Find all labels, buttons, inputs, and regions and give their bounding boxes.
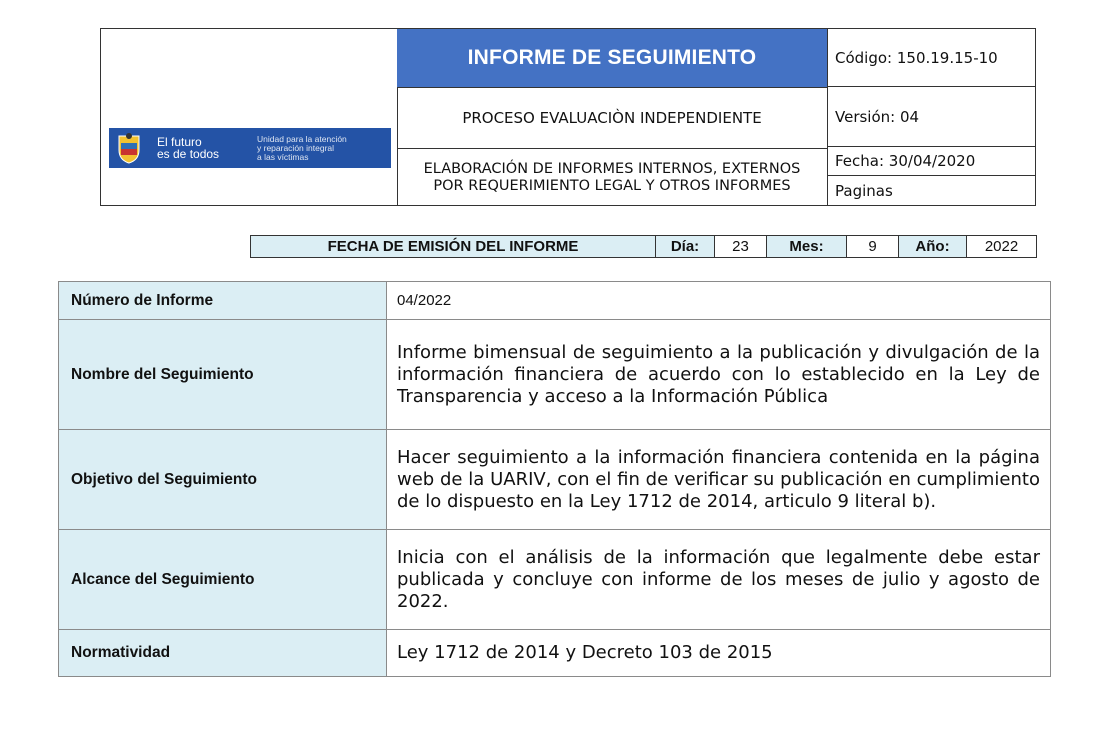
- document-header: [100, 28, 1036, 206]
- year-label: Año:: [899, 236, 967, 257]
- row-label: Nombre del Seguimiento: [59, 320, 387, 430]
- institution-logo: [109, 128, 391, 168]
- table-row: [59, 430, 1051, 530]
- fecha-field: Fecha: 30/04/2020: [827, 147, 1035, 176]
- row-value: Ley 1712 de 2014 y Decreto 103 de 2015: [387, 630, 1051, 677]
- version-field: Versión: 04: [827, 87, 1035, 147]
- row-value: Informe bimensual de seguimiento a la publicación y divulgación de la información financiera de acuerdo con lo establecido en la Ley de Transparencia y acceso a la Información Pública: [387, 320, 1051, 430]
- logo-cell: [101, 29, 398, 205]
- year-value: 2022: [984, 238, 1019, 255]
- table-row: [59, 530, 1051, 630]
- header-meta: [827, 29, 1035, 205]
- table-row: [59, 320, 1051, 430]
- day-value: 23: [715, 236, 767, 257]
- row-value: Inicia con el análisis de la información que legalmente debe estar publicada y concluye con informe de los meses de julio y agosto de 2022.: [387, 530, 1051, 630]
- table-row: [59, 630, 1051, 677]
- row-label: Número de Informe: [59, 282, 387, 320]
- row-label: Normatividad: [59, 630, 387, 677]
- paginas-field: Paginas: [835, 181, 893, 200]
- month-value: 9: [847, 236, 899, 257]
- process-name: PROCESO EVALUACIÒN INDEPENDIENTE: [397, 88, 827, 149]
- row-label: Objetivo del Seguimiento: [59, 430, 387, 530]
- codigo-field: Código: 150.19.15-10: [827, 29, 1035, 87]
- emission-date-strip: [250, 235, 1037, 258]
- row-value: 04/2022: [387, 282, 1051, 320]
- row-label: Alcance del Seguimiento: [59, 530, 387, 630]
- report-info-table: [58, 281, 1051, 677]
- logo-unit-name: Unidad para la atención y reparación integral a las víctimas: [257, 133, 347, 162]
- subprocess-name: ELABORACIÓN DE INFORMES INTERNOS, EXTERNOS POR REQUERIMIENTO LEGAL Y OTROS INFORMES: [423, 161, 801, 194]
- month-label: Mes:: [767, 236, 847, 257]
- row-value: Hacer seguimiento a la información financiera contenida en la página web de la UARIV, con el fin de verificar su publicación en cumplimiento de lo dispuesto en la Ley 1712 de 2014, articulo 9 literal b).: [387, 430, 1051, 530]
- coat-of-arms-icon: [115, 132, 143, 164]
- table-row: [59, 282, 1051, 320]
- logo-slogan: El futuro es de todos: [157, 135, 220, 161]
- emission-label: FECHA DE EMISIÓN DEL INFORME: [251, 236, 656, 257]
- day-label: Día:: [656, 236, 715, 257]
- report-title: INFORME DE SEGUIMIENTO: [397, 29, 827, 88]
- header-middle: [397, 29, 828, 205]
